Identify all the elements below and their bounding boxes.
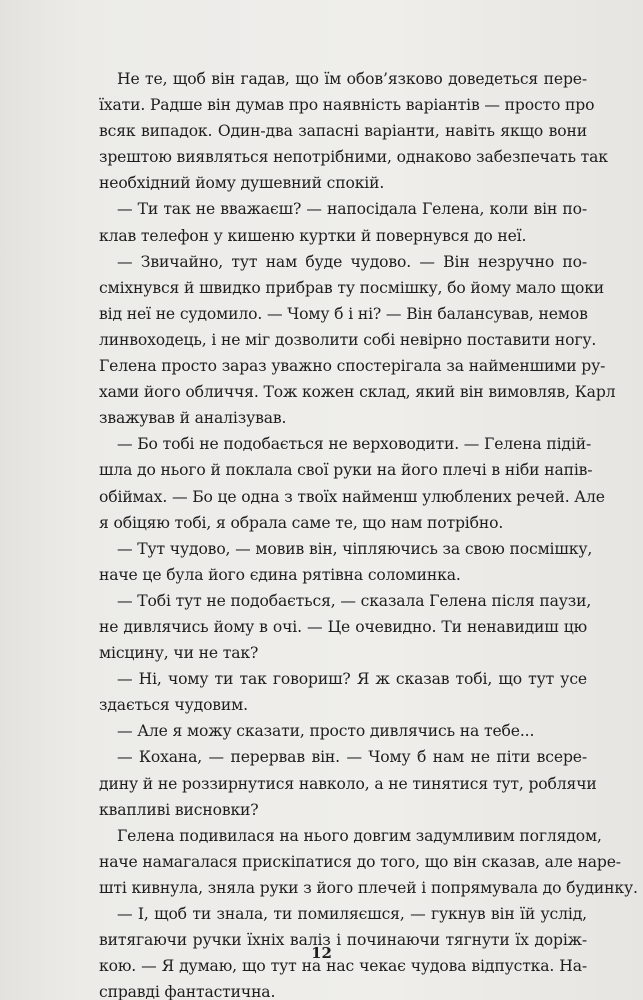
text-line: зрештою виявляться непотрібними, однаково забезпечать так: [99, 148, 608, 167]
text-line: витягаючи ручки їхніх валіз і починаючи тягнути їх доріж-: [99, 931, 587, 950]
text-line: хами його обличчя. Тож кожен склад, який він вимовляв, Карл: [99, 383, 616, 402]
text-line: квапливі висновки?: [99, 800, 259, 819]
text-line: шті кивнула, зняла руки з його плечей і попрямувала до будинку.: [99, 878, 638, 897]
text-line: сміхнувся й швидко прибрав ту посмішку, бо йому мало щоки: [99, 278, 605, 297]
text-line: обіймах. — Бо це одна з твоїх найменш улюблених речей. Але: [99, 487, 605, 506]
text-line: — Але я можу сказати, просто дивлячись на тебе...: [117, 722, 535, 741]
text-line: здається чудовим.: [99, 696, 248, 715]
page-number: 12: [311, 944, 332, 962]
text-line: — І, щоб ти знала, ти помиляєшся, — гукнув він їй услід,: [117, 905, 587, 923]
text-line: справді фантастична.: [99, 983, 276, 1000]
text-line: дину й не роззирнутися навколо, а не тинятися тут, роблячи: [99, 774, 597, 793]
text-line: місцину, чи не так?: [99, 644, 259, 663]
text-line: шла до нього й поклала свої руки на його плечі в ніби напів-: [99, 461, 593, 480]
text-line: кою. — Я думаю, що тут на нас чекає чудова відпустка. На-: [99, 957, 587, 976]
text-line: Не те, щоб він гадав, що їм обов’язково доведеться пере-: [117, 70, 587, 88]
text-line: Гелена подивилася на нього довгим задумливим поглядом,: [117, 826, 602, 845]
text-line: наче це була його єдина рятівна соломинка.: [99, 565, 461, 584]
text-line: Гелена просто зараз уважно спостерігала за найменшими ру-: [99, 357, 606, 376]
text-line: всяк випадок. Один-два запасні варіанти, навіть якщо вони: [99, 122, 587, 141]
text-line: линвоходець, і не міг дозволити собі невірно поставити ногу.: [99, 330, 597, 349]
text-line: наче намагалася прискіпатися до того, що він сказав, але наре-: [99, 852, 621, 871]
text-line: — Ні, чому ти так говориш? Я ж сказав тобі, що тут усе: [117, 670, 587, 689]
text-line: зважував й аналізував.: [99, 409, 287, 428]
text-line: від неї не судомило. — Чому б і ні? — Він балансував, немов: [99, 304, 588, 323]
text-line: — Бо тобі не подобається не верховодити. — Гелена підій-: [117, 435, 592, 454]
text-line: — Тобі тут не подобається, — сказала Гелена після паузи,: [117, 591, 592, 610]
text-line: — Звичайно, тут нам буде чудово. — Він незручно по-: [117, 252, 587, 271]
text-line: їхати. Радше він думав про наявність варіантів — просто про: [99, 96, 595, 115]
text-line: необхідний йому душевний спокій.: [99, 174, 385, 193]
text-line: — Кохана, — перервав він. — Чому б нам не піти всере-: [117, 748, 587, 767]
text-line: — Тут чудово, — мовив він, чіпляючись за свою посмішку,: [117, 539, 593, 558]
body-text: [99, 66, 638, 1000]
text-line: не дивлячись йому в очі. — Це очевидно. Ти ненавидиш цю: [99, 617, 587, 636]
text-line: клав телефон у кишеню куртки й повернувся до неї.: [99, 226, 527, 245]
text-line: — Ти так не вважаєш? — напосідала Гелена, коли він по-: [117, 200, 587, 219]
text-line: я обіцяю тобі, я обрала саме те, що нам потрібно.: [99, 513, 504, 532]
